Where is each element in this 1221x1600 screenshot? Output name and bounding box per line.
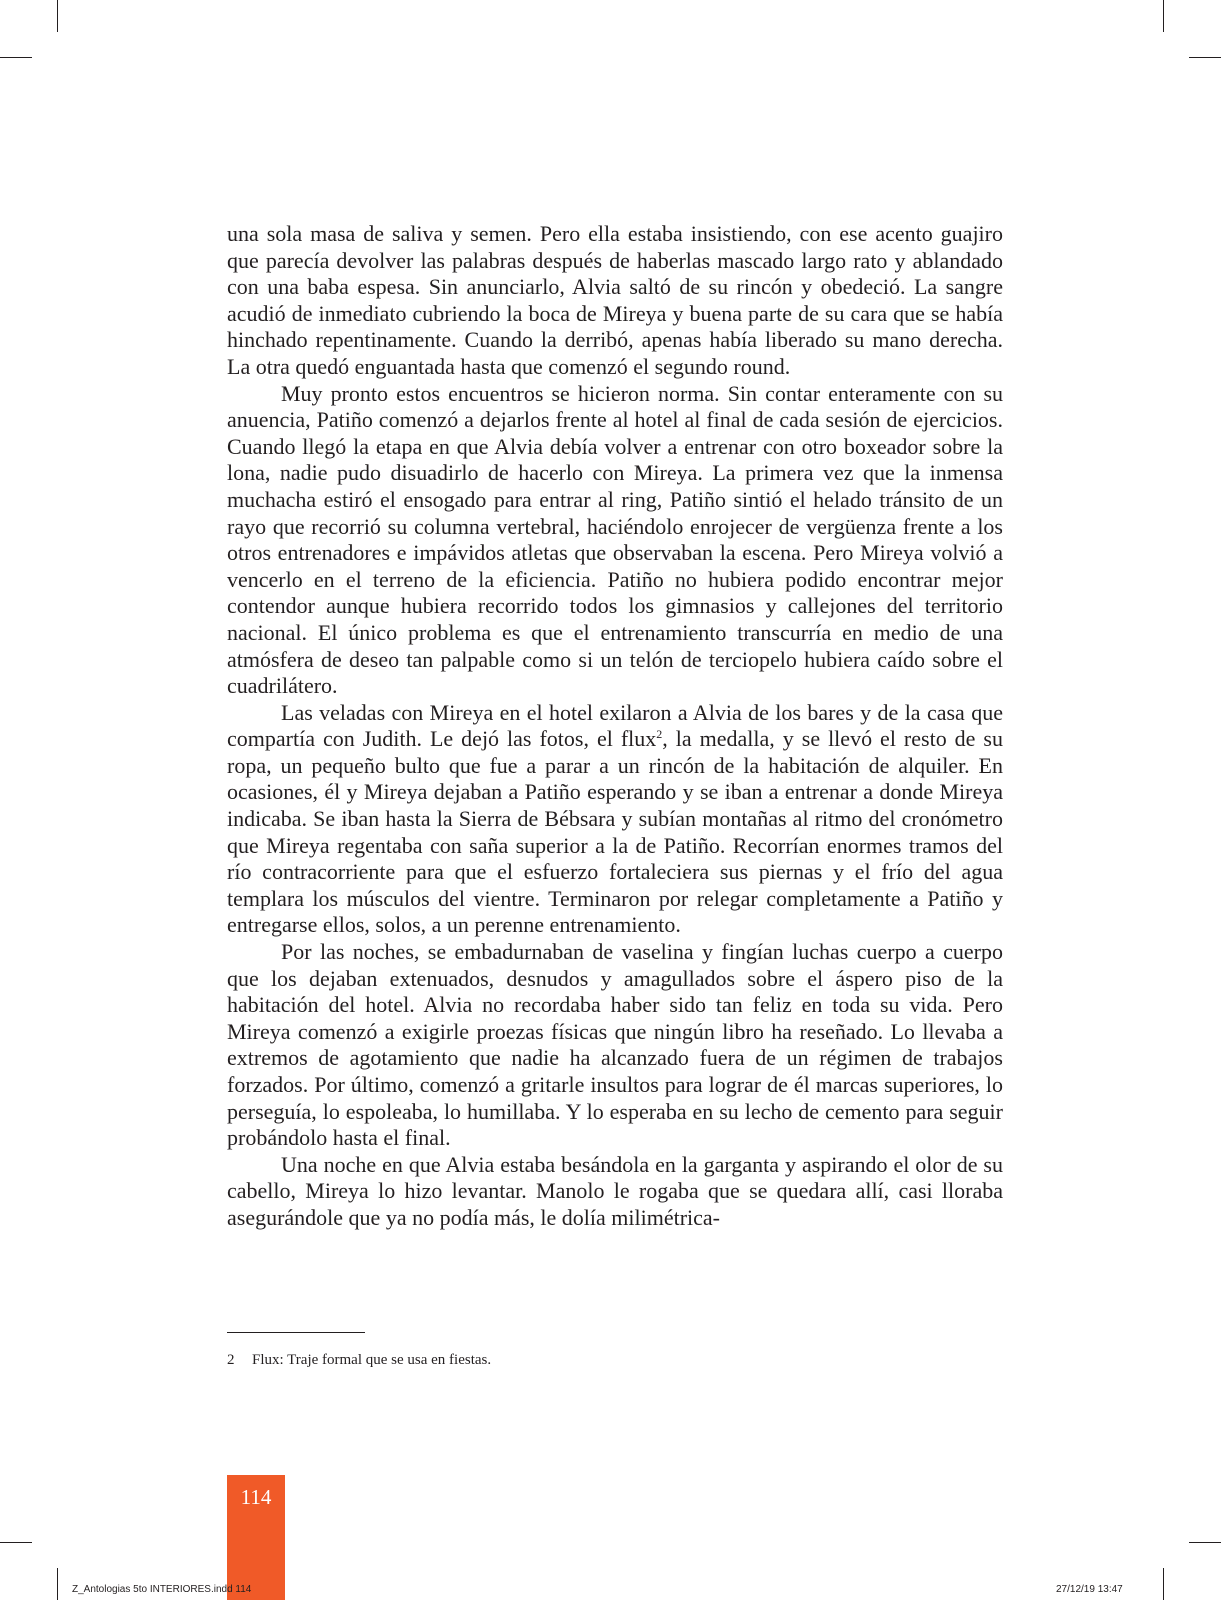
footnote-number: 2: [227, 1352, 235, 1368]
crop-mark-top-right: [1163, 0, 1164, 32]
page-number: 114: [240, 1485, 272, 1509]
paragraph-3: [227, 700, 1003, 939]
paragraph-5: Una noche en que Alvia estaba besándola en la garganta y aspirando el olor de su cabello, Mireya lo hizo levantar. Manolo le rogaba que se quedara allí, casi lloraba asegurándole que ya no podía más, le dolía milimétrica-: [227, 1151, 1003, 1230]
page-number-tab: [227, 1475, 285, 1600]
crop-mark-top-right-h: [1189, 57, 1221, 58]
body-text: [227, 221, 1003, 1232]
crop-mark-bottom-left: [57, 1568, 58, 1600]
paragraph-4: Por las noches, se embadurnaban de vaselina y fingían luchas cuerpo a cuerpo que los dejaban extenuados, desnudos y amagullados sobre el áspero piso de la habitación del hotel. Alvia no recordaba haber sido tan feliz en toda su vida. Pero Mireya comenzó a exigirle proezas físicas que ningún libro ha reseñado. Lo llevaba a extremos de agotamiento que nadie ha alcanzado fuera de un régimen de trabajos forzados. Por último, comenzó a gritarle insultos para lograr de él marcas superiores, lo perseguía, lo espoleaba, lo humillaba. Y lo esperaba en su lecho de cemento para seguir probándolo hasta el final.: [227, 939, 1003, 1151]
slug-timestamp: 27/12/19 13:47: [1056, 1584, 1123, 1595]
footnote: [227, 1351, 827, 1369]
footnote-rule: [227, 1332, 365, 1333]
footnote-reference: 2: [656, 727, 663, 742]
footnote-text: Flux: Traje formal que se usa en fiestas.: [252, 1352, 492, 1368]
paragraph-2: Muy pronto estos encuentros se hicieron norma. Sin contar enteramente con su anuencia, Patiño comenzó a dejarlos frente al hotel al final de cada sesión de ejercicios. Cuando llegó la etapa en que Alvia debía volver a entrenar con otro boxeador sobre la lona, nadie pudo disuadirlo de hacerlo con Mireya. La primera vez que la inmensa muchacha estiró el ensogado para entrar al ring, Patiño sintió el helado tránsito de un rayo que recorrió su columna vertebral, haciéndolo enrojecer de vergüenza frente a los otros entrenadores e impávidos atletas que observaban la escena. Pero Mireya volvió a vencerlo en el terreno de la eficiencia. Patiño no hubiera podido encontrar mejor contendor aunque hubiera recorrido todos los gimnasios y callejones del territorio nacional. El único problema es que el entrenamiento transcurría en medio de una atmósfera de deseo tan palpable como si un telón de terciopelo hubiera caído sobre el cuadrilátero.: [227, 380, 1003, 699]
crop-mark-top-left: [57, 0, 58, 32]
crop-mark-bottom-right: [1163, 1568, 1164, 1600]
crop-mark-top-left-h: [0, 57, 32, 58]
crop-mark-bottom-right-h: [1189, 1542, 1221, 1543]
paragraph-3-part-b: , la medalla, y se llevó el resto de su ropa, un pequeño bulto que fue a parar a un rincón de la habitación de alquiler. En ocasiones, él y Mireya dejaban a Patiño esperando y se iban a entrenar a donde Mireya indicaba. Se iban hasta la Sierra de Bébsara y subían montañas al ritmo del cronómetro que Mireya regentaba con saña superior a la de Patiño. Recorrían enormes tramos del río contracorriente para que el esfuerzo fortaleciera sus piernas y el frío del agua templara los músculos del vientre. Terminaron por relegar completamente a Patiño y entregarse ellos, solos, a un perenne entrenamiento.: [227, 726, 1003, 938]
paragraph-3-part-a: Las veladas con Mireya en el hotel exilaron a Alvia de los bares y de la casa que compartía con Judith. Le dejó las fotos, el flux: [227, 699, 1003, 752]
crop-mark-bottom-left-h: [0, 1542, 32, 1543]
paragraph-1: una sola masa de saliva y semen. Pero ella estaba insistiendo, con ese acento guajiro que parecía devolver las palabras después de haberlas mascado largo rato y ablandado con una baba espesa. Sin anunciarlo, Alvia saltó de su rincón y obedeció. La sangre acudió de inmediato cubriendo la boca de Mireya y buena parte de su cara que se había hinchado repentinamente. Cuando la derribó, apenas había liberado su mano derecha. La otra quedó enguantada hasta que comenzó el segundo round.: [227, 221, 1003, 379]
slug-filename: Z_Antologias 5to INTERIORES.indd 114: [72, 1584, 252, 1595]
